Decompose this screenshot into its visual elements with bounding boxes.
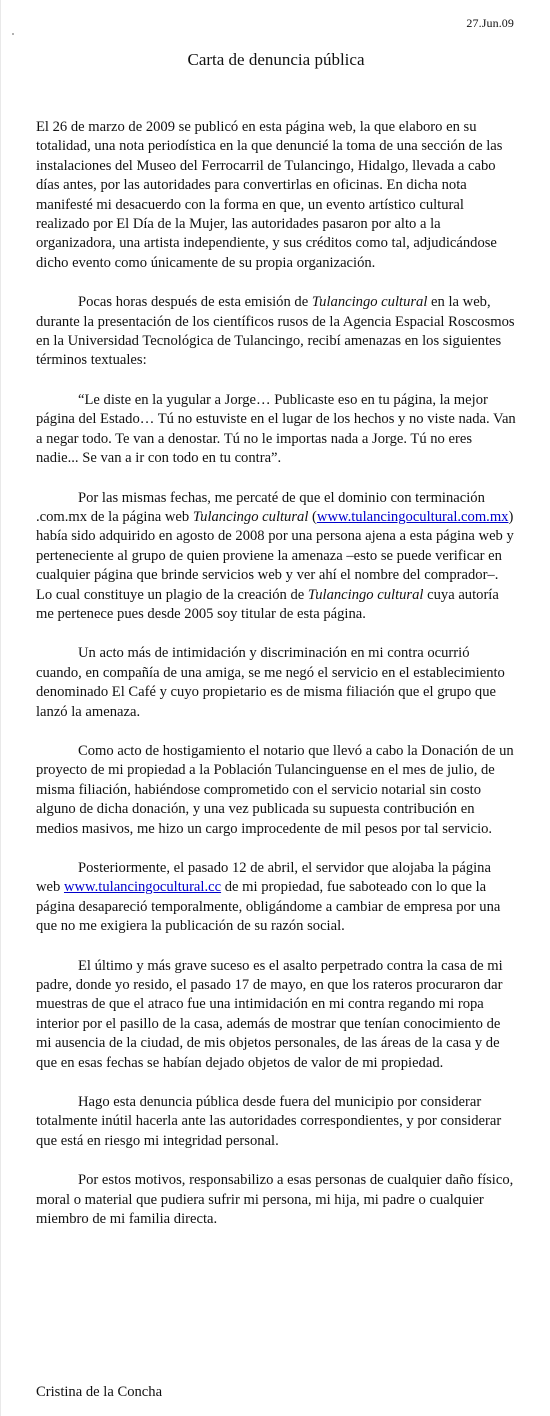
domain-link-cc[interactable]: www.tulancingocultural.cc [63,879,222,896]
paragraph-3-text-d: cuya autoría me pertenece pues desde 2005 soy titular de esta página. [36,586,499,622]
paragraph-7: El último y más grave suceso es el asalto perpetrado contra la casa de mi padre, donde yo resido, el pasado 17 de mayo, en que los rateros procuraron dar muestras de que el atraco fue una intimidación en mi contra regando mi ropa interior por el pasillo de la casa, además de mostrar que tenían conocimiento de mi ausencia de la ciudad, de mis objetos personales, de las áreas de la casa y de que en esas fechas se habían dejado objetos de valor de mi propiedad. [36,957,503,1071]
letter-body [36,118,516,1250]
paragraph-3 [36,489,516,625]
paragraph-2-site-name: Tulancingo cultural [311,294,428,311]
paragraph-3-site-name-2: Tulancingo cultural [307,586,424,603]
paragraph-1: El 26 de marzo de 2009 se publicó en esta página web, la que elaboro en su totalidad, una nota periodística en la que denuncié la toma de una sección de las instalaciones del Museo del Ferrocarril de Tulancingo, Hidalgo, llevada a cabo días antes, por las autoridades para convertirlas en oficinas. En dicha nota manifesté mi desacuerdo con la forma en que, un evento artístico cultural realizado por El Día de la Mujer, las autoridades pasaron por alto a la organizadora, una artista independiente, y sus créditos como tal, adjudicándose dicho evento como únicamente de su propia organización. [36,119,503,271]
paragraph-8: Hago esta denuncia pública desde fuera del municipio por considerar totalmente inútil hacerla ante las autoridades correspondientes, y por considerar que está en riesgo mi integridad personal. [36,1094,502,1149]
paragraph-6-text-a: Posteriormente, el pasado 12 de abril, el servidor que alojaba la página web [36,860,491,896]
scan-speck [12,33,14,35]
letter-title: Carta de denuncia pública [187,50,365,69]
domain-link-com-mx[interactable]: www.tulancingocultural.com.mx [316,508,509,525]
paragraph-2 [36,293,516,371]
letter-date: 27.Jun.09 [466,16,514,30]
paragraph-6 [36,859,516,937]
paragraph-3-text-b: ( [308,508,317,525]
paragraph-3-text-a: Por las mismas fechas, me percaté de que el dominio con terminación .com.mx de la página web [36,489,485,525]
paragraph-5: Como acto de hostigamiento el notario que llevó a cabo la Donación de un proyecto de mi propiedad a la Población Tulancinguense en el mes de julio, de misma filiación, habiéndose comprometido con el servicio notarial sin costo alguno de dicha donación, y una vez publicada su supuesta contribución en medios masivos, me hizo un cargo improcedente de mil pesos por tal servicio. [36,742,514,837]
threat-quote: “Le diste en la yugular a Jorge… Publicaste eso en tu página, la mejor página del Estado… Tú no estuviste en el lugar de los hechos y no viste nada. Van a negar todo. Te van a denostar. Tú no le importas nada a Jorge. Tú no eres nadie... Se van a ir con todo en tu contra”. [36,391,516,467]
signature-name: Cristina de la Concha [36,1384,163,1400]
paragraph-3-text-c: ) había sido adquirido en agosto de 2008 por una persona ajena a esta página web y perteneciente al grupo de quien proviene la amenaza –esto se puede verificar en cualquier página que brinde servicios web y ver ahí el nombre del comprador–. Lo cual constituye un plagio de la creación de [36,508,514,603]
paragraph-3-site-name-1: Tulancingo cultural [192,508,309,525]
paragraph-2-text-a: Pocas horas después de esta emisión de [78,294,312,311]
paragraph-4: Un acto más de intimidación y discriminación en mi contra ocurrió cuando, en compañía de una amiga, se me negó el servicio en el establecimiento denominado El Café y cuyo propietario es de misma filiación que el grupo que lanzó la amenaza. [36,645,505,720]
paragraph-2-text-b: en la web, durante la presentación de los científicos rusos de la Agencia Espacial Roscosmos en la Universidad Tecnológica de Tulancingo, recibí amenazas en los siguientes términos textuales: [36,294,515,369]
paragraph-9: Por estos motivos, responsabilizo a esas personas de cualquier daño físico, moral o material que pudiera sufrir mi persona, mi hija, mi padre o cualquier miembro de mi familia directa. [36,1172,514,1228]
paragraph-6-text-b: de mi propiedad, fue saboteado con lo que la página desapareció temporalmente, obligándome a cambiar de empresa por una que no me exigiera la publicación de su razón social. [36,879,501,935]
